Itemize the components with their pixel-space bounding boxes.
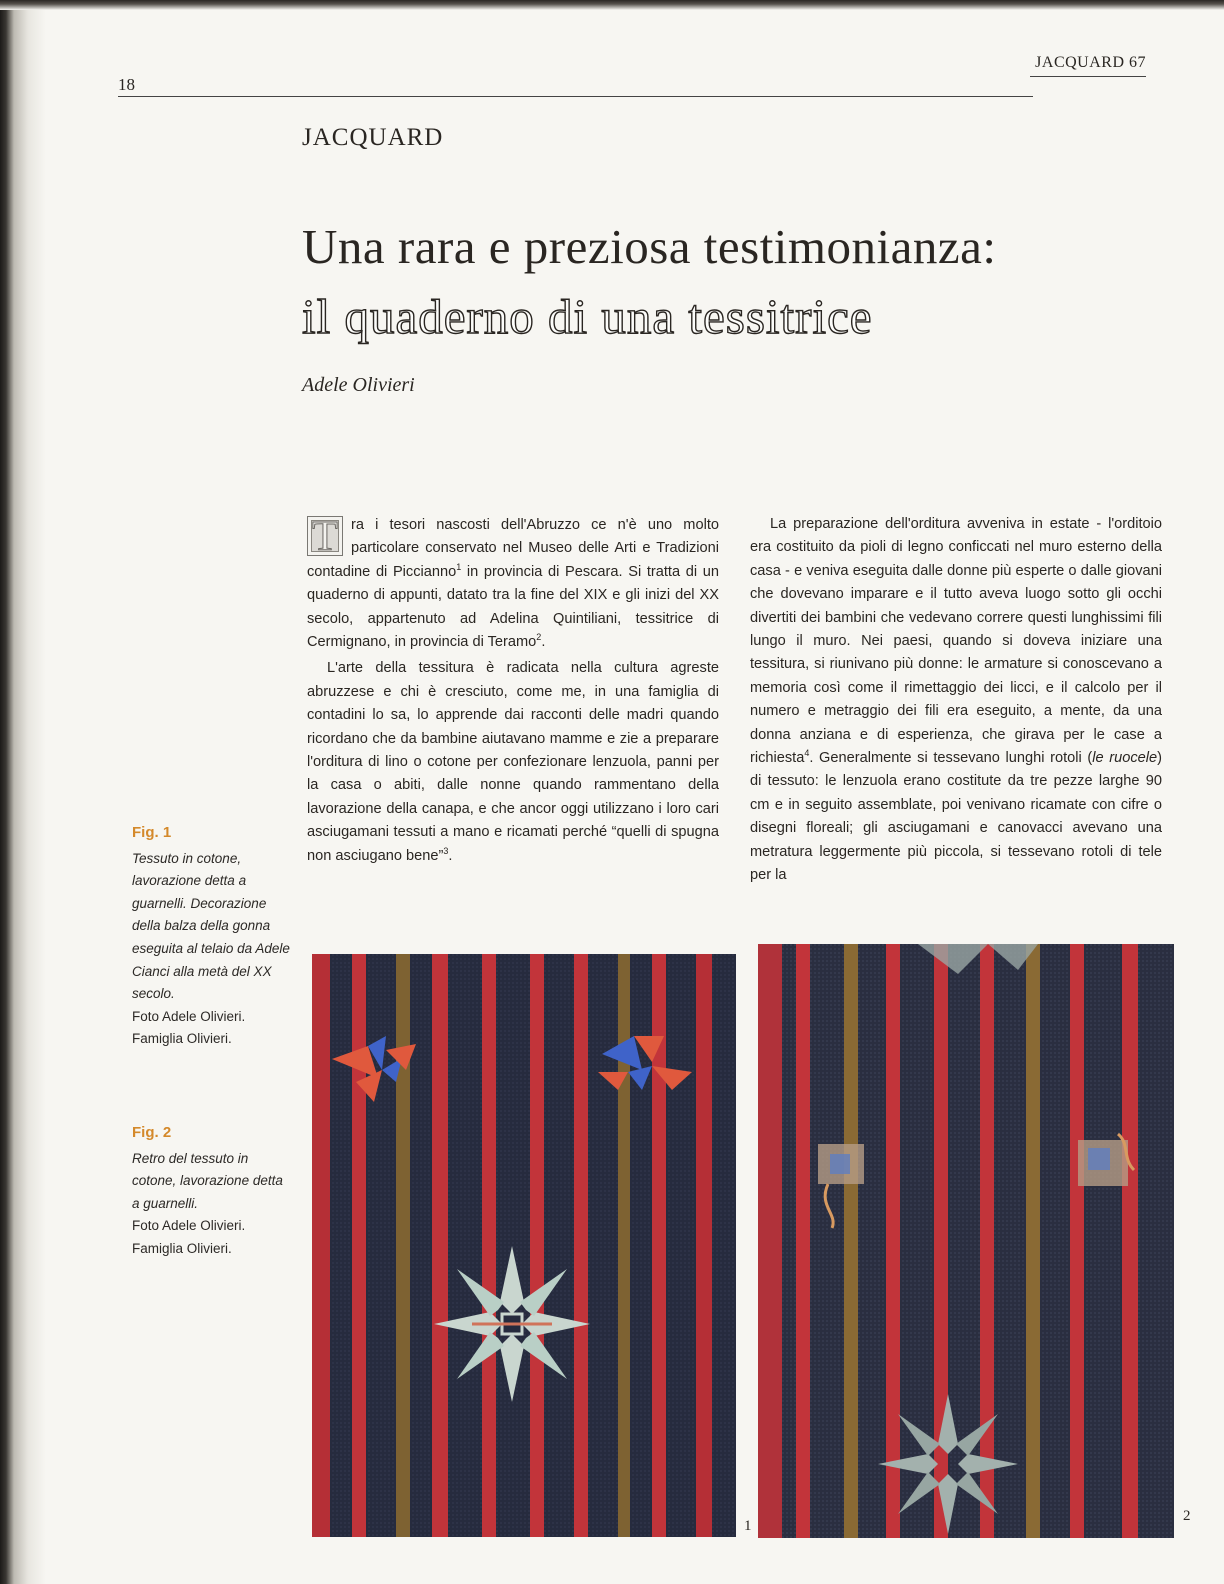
paragraph-3-text-c: ) di tessuto: le lenzuola erano costitute da tre pezze larghe 90 cm e in seguito assemblate, poi venivano ricamate con cifre o disegni floreali; gli asciugamani e canovacci avevano una metratura leggermente più piccola, si tessevano rotoli di tele per la: [750, 750, 1163, 884]
paragraph-3-italic: le ruocele: [1092, 750, 1158, 767]
figure-1-label: Fig. 1: [132, 824, 172, 841]
figure-1-description: Tessuto in cotone, lavorazione detta a guarnelli. Decorazione della balza della gonna eseguita al telaio da Adele Cianci alla metà del XX secolo.: [132, 850, 290, 1002]
article-title-line-1: Una rara e preziosa testimonianza:: [302, 219, 997, 274]
figure-2-textile-illustration: [758, 944, 1174, 1538]
figure-2-credit-photo: Foto Adele Olivieri.: [132, 1218, 246, 1234]
article-title-line-2: il quaderno di una tessitrice: [302, 289, 873, 344]
paragraph-2: [307, 657, 719, 868]
footnote-ref-1: 1: [456, 561, 462, 572]
section-label: JACQUARD: [302, 124, 444, 151]
footnote-ref-4: 4: [804, 748, 810, 759]
page-number: 18: [118, 75, 135, 94]
figure-1-textile-photo: [312, 954, 736, 1537]
paragraph-3-text-a: La preparazione dell'orditura avveniva in estate - l'orditoio era costituito da pioli di legno conficcati nel muro esterno della casa - e veniva eseguita dalle donne più esperte o dalle giovani che dovevano imparare e il tutto aveva luogo sotto gli occhi divertiti dei bambini che vedevano correre questi lunghissimi fili lungo il muro. Nei paesi, quando si doveva iniziare una tessitura, si riunivano più donne: le armature si conoscevano a memoria così come il rimettaggio dei licci, e il calcolo per il numero e metraggio dei fili era eseguito, a mente, da una donna anziana e di esperienza, che girava per le case a richiesta: [750, 516, 1162, 767]
footnote-ref-3: 3: [443, 845, 449, 856]
header-rule-right: [1030, 76, 1146, 77]
article-author: Adele Olivieri: [302, 374, 415, 396]
paragraph-1-text-b: in provincia di Pescara. Si tratta di un quaderno di appunti, datato tra la fine del XIX e gli inizi del XX secolo, appartenuto ad Adelina Quintiliani, tessitrice di Cermignano, in provincia di Teramo: [307, 563, 719, 651]
figure-1-star-motif: [434, 1246, 590, 1402]
figure-1-textile-illustration: [312, 954, 736, 1537]
figure-2-textile-photo: [758, 944, 1174, 1538]
figure-2-credit-family: Famiglia Olivieri.: [132, 1240, 232, 1256]
text-column-left: [307, 514, 719, 868]
figure-2-number: 2: [1183, 1508, 1191, 1524]
footnote-ref-2: 2: [536, 632, 542, 643]
paragraph-1-text-c: .: [541, 634, 546, 651]
paragraph-1: [307, 514, 719, 654]
paragraph-2-end: .: [448, 847, 453, 864]
figure-1-credit-photo: Foto Adele Olivieri.: [132, 1008, 246, 1024]
text-column-right: [750, 513, 1162, 888]
figure-2-description: Retro del tessuto in cotone, lavorazione detta a guarnelli.: [132, 1150, 283, 1211]
figure-2-right-motif-reverse: [1078, 1134, 1134, 1186]
figure-2-label: Fig. 2: [132, 1124, 172, 1141]
dropcap: T: [307, 516, 343, 556]
figure-1-credit-family: Famiglia Olivieri.: [132, 1031, 232, 1047]
top-edge-shadow: [0, 0, 1224, 10]
figure-1-caption: [132, 822, 292, 1051]
header-rule-left: [118, 96, 1033, 97]
paragraph-2-text: L'arte della tessitura è radicata nella cultura agreste abruzzese e chi è cresciuto, come me, in una famiglia di contadini lo sa, lo apprende dai racconti delle madri quando ricordano che da bambine aiutavano mamme e zie a preparare l'orditura di lino o cotone per confezionare lenzuola, panni per la casa o abiti, dalle nonne quando rammentano della lavorazione della canapa, e che ancor oggi utilizzano i loro cari asciugamani tessuti a mano e ricamati perché “quelli di spugna non asciugano bene”: [307, 660, 719, 864]
paragraph-1-text-a: ra i tesori nascosti dell'Abruzzo ce n'è uno molto particolare conservato nel Museo delle Arti e Tradizioni contadine di Piccianno: [307, 517, 719, 580]
paragraph-3-text-b: . Generalmente si tessevano lunghi rotoli (: [809, 750, 1093, 767]
figure-2-caption: [132, 1122, 292, 1261]
running-head: JACQUARD 67: [1035, 54, 1146, 71]
figure-1-number: 1: [744, 1518, 752, 1534]
book-spine-shadow: [0, 0, 46, 1584]
paragraph-3: [750, 513, 1162, 888]
